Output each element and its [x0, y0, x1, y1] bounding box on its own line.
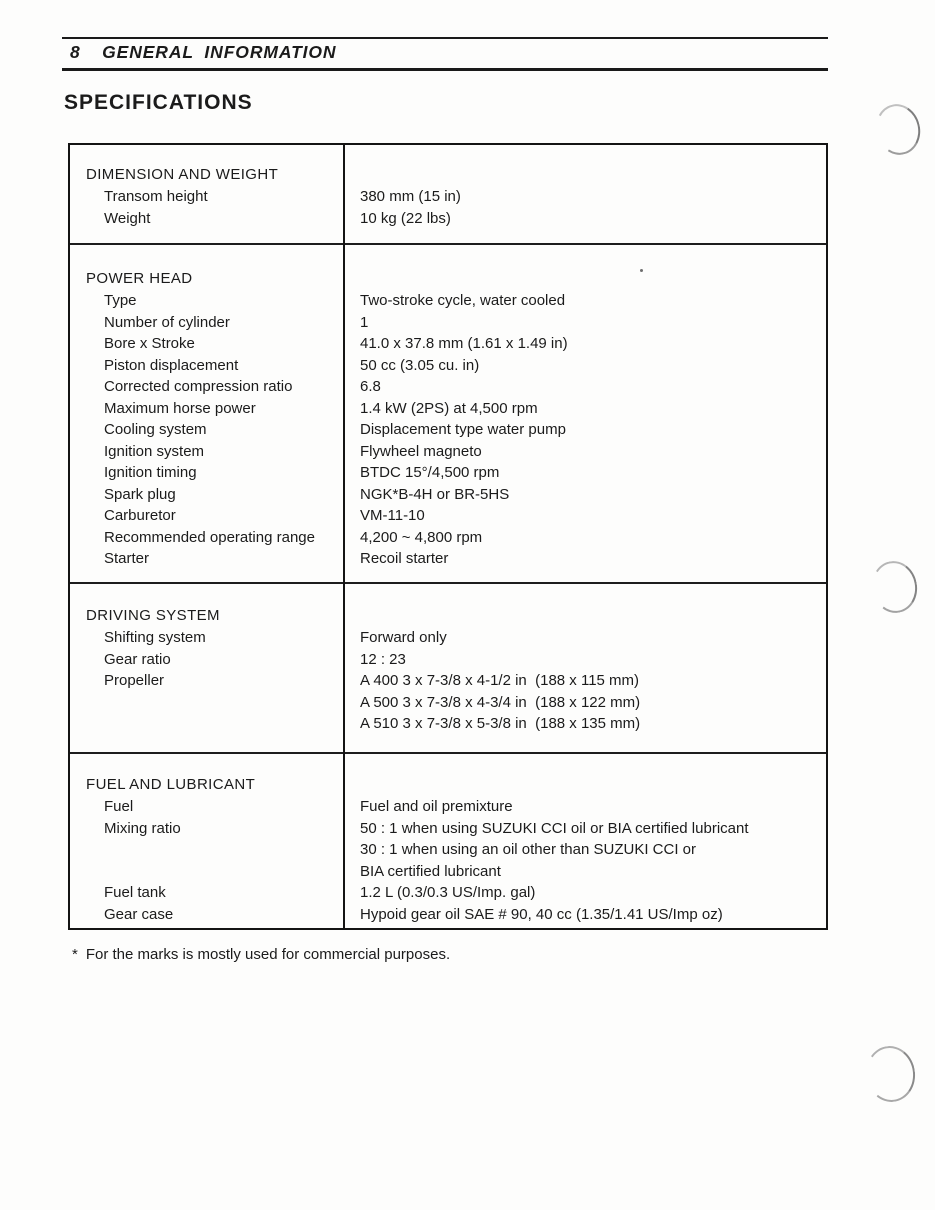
footnote-text: For the marks is mostly used for commercial purposes.	[85, 946, 451, 963]
spec-value-line: BIA certified lubricant	[360, 862, 501, 880]
spec-value-line: 50 cc (3.05 cu. in)	[360, 356, 480, 374]
spec-value	[343, 548, 826, 570]
binder-hole-artifact	[870, 99, 925, 159]
spec-value-line: A 510 3 x 7-3/8 x 5-3/8 in (188 x 135 mm)	[360, 715, 641, 732]
spec-label: Weight	[104, 209, 151, 227]
spec-value-line: Displacement type water pump	[360, 421, 566, 438]
spec-value	[343, 796, 826, 818]
spec-value-line: A 500 3 x 7-3/8 x 4-3/4 in (188 x 122 mm)	[360, 693, 641, 711]
spec-value-line: BTDC 15°/4,500 rpm	[360, 464, 500, 481]
spec-value-line: VM-11-10	[360, 507, 425, 524]
spec-row	[70, 882, 826, 904]
spec-row	[70, 376, 826, 398]
spec-label: Gear case	[104, 905, 174, 923]
spec-label: Transom height	[104, 188, 208, 205]
section-heading: DRIVING SYSTEM	[86, 607, 220, 624]
spec-value-line: 380 mm (15 in)	[360, 188, 461, 205]
spec-label: Fuel tank	[104, 884, 166, 901]
spec-row	[70, 527, 826, 549]
spec-section	[70, 752, 826, 928]
spec-value	[343, 527, 826, 549]
spec-label: Number of cylinder	[104, 313, 230, 331]
spec-row	[70, 484, 826, 506]
spec-value-line: 10 kg (22 lbs)	[360, 209, 451, 227]
binder-hole-artifact	[862, 1043, 918, 1105]
spec-row	[70, 355, 826, 377]
spec-label: Bore x Stroke	[104, 335, 195, 352]
spec-value	[343, 627, 826, 649]
page-title: SPECIFICATIONS	[64, 91, 253, 114]
spec-value-line: NGK*B-4H or BR-5HS	[360, 485, 510, 503]
spec-value	[343, 484, 826, 506]
spec-value	[343, 208, 826, 230]
spec-value	[343, 462, 826, 484]
spec-value	[343, 333, 826, 355]
spec-value	[343, 355, 826, 377]
spec-label: Carburetor	[104, 507, 176, 524]
scan-speck	[640, 269, 643, 272]
spec-value	[343, 312, 826, 334]
spec-value-line: 50 : 1 when using SUZUKI CCI oil or BIA certified lubricant	[360, 819, 749, 837]
spec-value-line: Flywheel magneto	[360, 442, 482, 460]
spec-row	[70, 441, 826, 463]
spec-row	[70, 208, 826, 230]
section-heading: DIMENSION AND WEIGHT	[86, 166, 279, 183]
spec-label: Corrected compression ratio	[104, 378, 293, 395]
spec-label: Shifting system	[104, 629, 206, 646]
spec-value-line: A 400 3 x 7-3/8 x 4-1/2 in (188 x 115 mm)	[360, 672, 640, 689]
spec-label: Maximum horse power	[104, 399, 256, 417]
spec-label: Recommended operating range	[104, 528, 315, 546]
spec-section	[70, 582, 826, 752]
spec-value-line: Hypoid gear oil SAE # 90, 40 cc (1.35/1.41 US/Imp oz)	[360, 905, 723, 923]
spec-row	[70, 398, 826, 420]
spec-label: Starter	[104, 550, 150, 567]
spec-value-line: 41.0 x 37.8 mm (1.61 x 1.49 in)	[360, 335, 568, 352]
spec-value	[343, 441, 826, 463]
spec-row	[70, 627, 826, 649]
spec-label: Ignition timing	[104, 464, 197, 481]
spec-row	[70, 312, 826, 334]
section-heading-row	[70, 774, 826, 796]
spec-value-line: Forward only	[360, 629, 447, 646]
spec-value	[343, 376, 826, 398]
spec-row	[70, 186, 826, 208]
footnote-marker: *	[72, 946, 78, 963]
spec-value-line: 1.2 L (0.3/0.3 US/Imp. gal)	[360, 884, 536, 901]
binder-hole-artifact	[868, 557, 921, 616]
spec-row	[70, 505, 826, 527]
spec-value	[343, 419, 826, 441]
spec-label: Cooling system	[104, 421, 207, 438]
spec-value-line: 4,200 ~ 4,800 rpm	[360, 528, 483, 546]
spec-value-line: 30 : 1 when using an oil other than SUZUKI CCI or	[360, 841, 697, 858]
spec-value	[343, 882, 826, 904]
spec-section	[70, 243, 826, 582]
spec-value-line: Recoil starter	[360, 550, 449, 567]
spec-label: Gear ratio	[104, 650, 171, 668]
spec-value-line: 1	[360, 313, 369, 331]
spec-label: Spark plug	[104, 485, 176, 503]
spec-section	[70, 145, 826, 243]
header-rule-bottom	[62, 68, 828, 71]
spec-value-line: Two-stroke cycle, water cooled	[360, 292, 566, 309]
spec-value	[343, 904, 826, 926]
spec-value	[343, 398, 826, 420]
spec-value	[343, 670, 826, 735]
spec-row	[70, 419, 826, 441]
spec-row	[70, 290, 826, 312]
spec-row	[70, 548, 826, 570]
section-heading: FUEL AND LUBRICANT	[86, 776, 256, 793]
section-heading: POWER HEAD	[86, 270, 193, 287]
spec-label: Ignition system	[104, 442, 205, 460]
section-heading-row	[70, 605, 826, 627]
spec-row	[70, 818, 826, 883]
spec-row	[70, 649, 826, 671]
spec-value-line: Fuel and oil premixture	[360, 798, 513, 815]
spec-row	[70, 462, 826, 484]
spec-label: Mixing ratio	[104, 819, 181, 837]
spec-label: Fuel	[104, 798, 134, 815]
spec-value-line: 6.8	[360, 378, 381, 395]
spec-row	[70, 904, 826, 926]
spec-table	[68, 143, 828, 930]
spec-label: Type	[104, 292, 137, 309]
section-heading-row	[70, 164, 826, 186]
header-rule-top	[62, 37, 828, 39]
chapter-title: GENERAL INFORMATION	[102, 42, 337, 62]
spec-row	[70, 333, 826, 355]
spec-value	[343, 290, 826, 312]
spec-value	[343, 818, 826, 883]
spec-row	[70, 796, 826, 818]
spec-value	[343, 505, 826, 527]
spec-value	[343, 649, 826, 671]
footnote	[72, 944, 450, 965]
spec-value	[343, 186, 826, 208]
page-number: 8	[70, 42, 81, 62]
spec-value-line: 1.4 kW (2PS) at 4,500 rpm	[360, 399, 538, 417]
spec-value-line: 12 : 23	[360, 650, 406, 668]
spec-label: Piston displacement	[104, 356, 239, 374]
spec-label: Propeller	[104, 672, 165, 689]
page-header	[70, 42, 336, 63]
section-heading-row	[70, 268, 826, 290]
spec-row	[70, 670, 826, 735]
